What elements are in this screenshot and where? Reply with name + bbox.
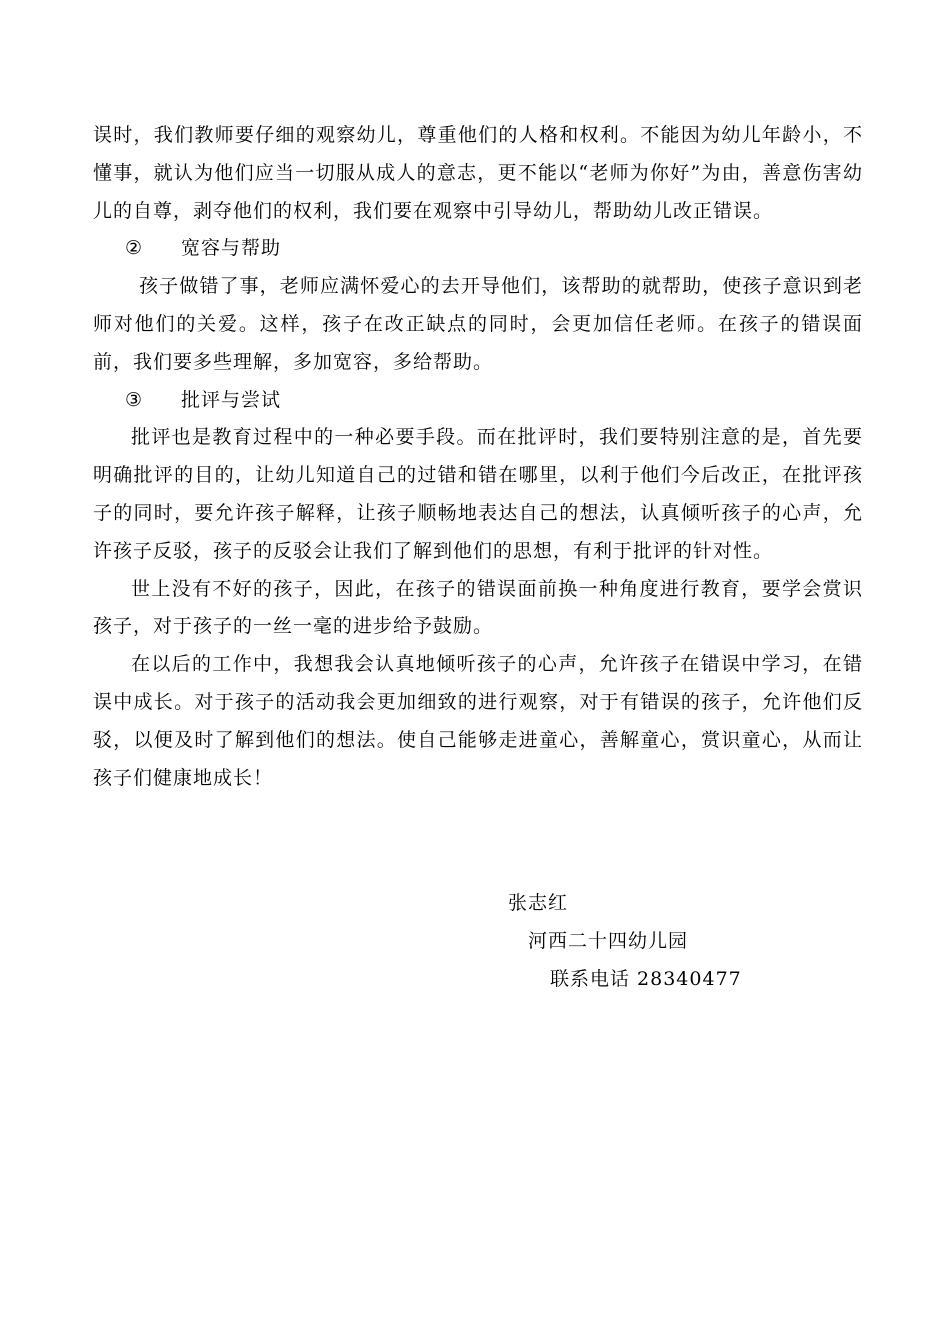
signature-name: 张志红 [508, 892, 569, 914]
paragraph-observation-continued: 误时，我们教师要仔细的观察幼儿，尊重他们的人格和权利。不能因为幼儿年龄小，不懂事，就认为他们应当一切服从成人的意志，更不能以“老师为你好”为由，善意伤害幼儿的自尊，剥夺他们的权利，我们要在观察中引导幼儿，帮助幼儿改正错误。 [93, 124, 863, 222]
section-number: ② [125, 237, 144, 260]
document-body [93, 117, 863, 797]
signature-phone: 联系电话 28340477 [550, 967, 742, 990]
paragraph-tolerance: 孩子做错了事，老师应满怀爱心的去开导他们，该帮助的就帮助，使孩子意识到老师对他们的关爱。这样，孩子在改正缺点的同时，会更加信任老师。在孩子的错误面前，我们要多些理解，多加宽容，多给帮助。 [93, 275, 863, 373]
section-title: 批评与尝试 [181, 388, 282, 411]
section-heading-criticism [93, 382, 863, 420]
signature-organization: 河西二十四幼儿园 [528, 929, 689, 952]
section-heading-tolerance [93, 230, 863, 268]
paragraph-future-work: 在以后的工作中，我想我会认真地倾听孩子的心声，允许孩子在错误中学习，在错误中成长。对于孩子的活动我会更加细致的进行观察，对于有错误的孩子，允许他们反驳，以便及时了解到他们的想法。使自己能够走进童心，善解童心，赏识童心，从而让孩子们健康地成长！ [93, 653, 863, 789]
section-title: 宽容与帮助 [181, 237, 282, 260]
paragraph-criticism: 批评也是教育过程中的一种必要手段。而在批评时，我们要特别注意的是，首先要明确批评的目的，让幼儿知道自己的过错和错在哪里，以利于他们今后改正，在批评孩子的同时，要允许孩子解释，让孩子顺畅地表达自己的想法，认真倾听孩子的心声，允许孩子反驳，孩子的反驳会让我们了解到他们的思想，有利于批评的针对性。 [93, 426, 863, 562]
section-number: ③ [125, 388, 144, 411]
paragraph-no-bad-children: 世上没有不好的孩子，因此，在孩子的错误面前换一种角度进行教育，要学会赏识孩子，对于孩子的一丝一毫的进步给予鼓励。 [93, 577, 863, 638]
